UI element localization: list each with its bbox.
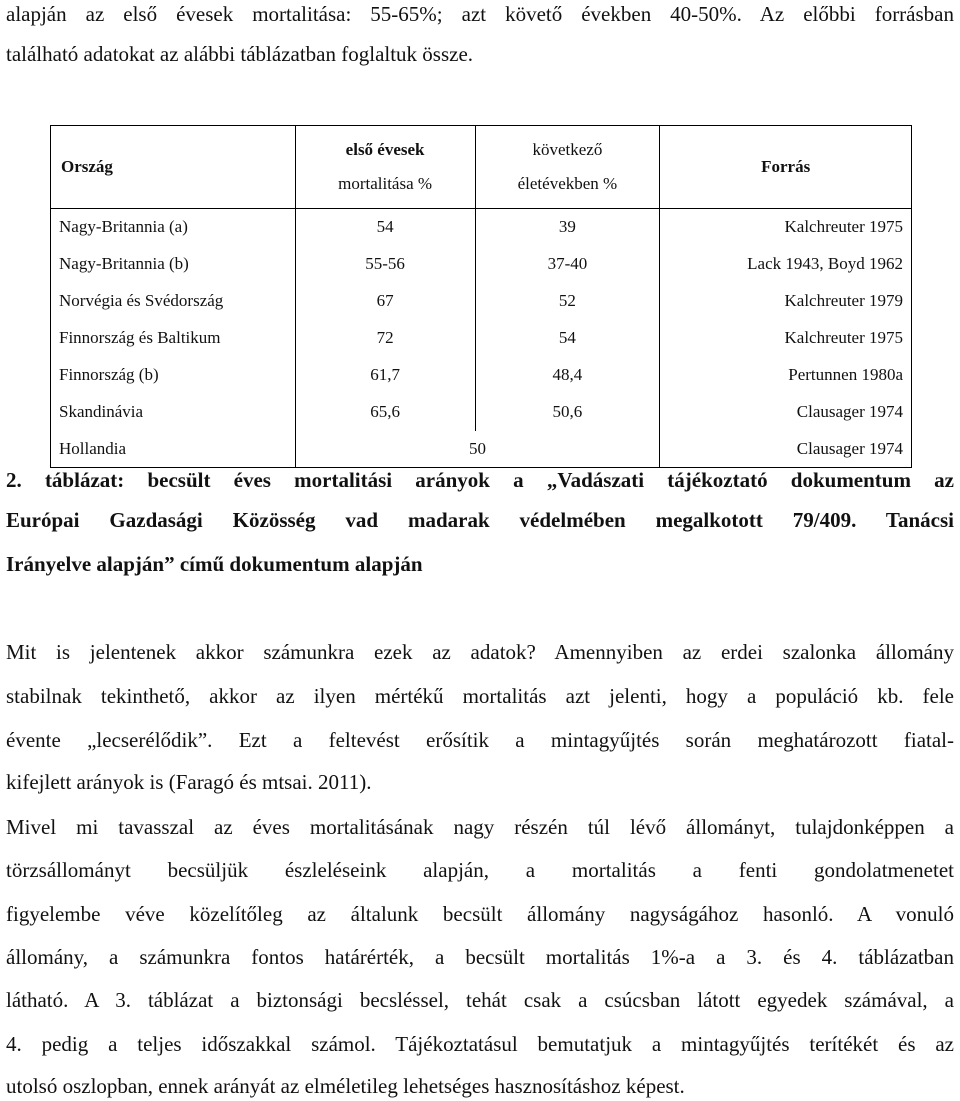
cell-country: Finnország (b)	[51, 357, 296, 394]
cell-next-years: 39	[475, 209, 660, 246]
cell-country: Finnország és Baltikum	[51, 320, 296, 357]
header-country: Ország	[51, 126, 296, 209]
header-first-year-line2: mortalitása %	[338, 174, 433, 193]
paragraph-line: évente „lecserélődik”. Ezt a feltevést erősítik a mintagyűjtés során meghatározott fiatal-	[6, 728, 954, 752]
table-row-merged	[51, 431, 912, 468]
paragraph-line: utolsó oszlopban, ennek arányát az elméletileg lehetséges hasznosításhoz képest.	[6, 1074, 685, 1098]
caption-line-2: Európai Gazdasági Közösség vad madarak védelmében megalkotott 79/409. Tanácsi	[6, 508, 954, 532]
cell-source: Kalchreuter 1975	[660, 209, 912, 246]
cell-first-year: 65,6	[295, 394, 475, 431]
cell-first-year: 67	[295, 283, 475, 320]
paragraph-line: Mit is jelentenek akkor számunkra ezek az adatok? Amennyiben az erdei szalonka állomány	[6, 640, 954, 664]
table-row	[51, 394, 912, 431]
cell-country: Skandinávia	[51, 394, 296, 431]
table-header-row	[51, 126, 912, 209]
table-row	[51, 283, 912, 320]
cell-next-years: 50,6	[475, 394, 660, 431]
cell-source: Clausager 1974	[660, 394, 912, 431]
intro-line-1: alapján az első évesek mortalitása: 55-65%; azt követő években 40-50%. Az előbbi forrásban	[6, 2, 954, 26]
header-first-year	[295, 126, 475, 209]
paragraph-line: Mivel mi tavasszal az éves mortalitásának nagy részén túl lévő állományt, tulajdonképpen a	[6, 815, 954, 839]
paragraph-line: állomány, a számunkra fontos határérték, a becsült mortalitás 1%-a a 3. és 4. táblázatban	[6, 945, 954, 969]
intro-line-2: található adatokat az alábbi táblázatban foglaltuk össze.	[6, 42, 474, 66]
caption-line-1: 2. táblázat: becsült éves mortalitási arányok a „Vadászati tájékoztató dokumentum az	[6, 468, 954, 492]
table-row	[51, 320, 912, 357]
header-source: Forrás	[660, 126, 912, 209]
cell-next-years: 52	[475, 283, 660, 320]
caption-line-3: Irányelve alapján” című dokumentum alapján	[6, 552, 423, 576]
header-next-years	[475, 126, 660, 209]
cell-next-years: 37-40	[475, 246, 660, 283]
cell-next-years: 54	[475, 320, 660, 357]
table-row	[51, 209, 912, 246]
paragraph-line: 4. pedig a teljes időszakkal számol. Tájékoztatásul bemutatjuk a mintagyűjtés terítékét és az	[6, 1032, 954, 1056]
cell-next-years: 48,4	[475, 357, 660, 394]
cell-country: Nagy-Britannia (b)	[51, 246, 296, 283]
cell-country: Hollandia	[51, 431, 296, 468]
cell-source: Lack 1943, Boyd 1962	[660, 246, 912, 283]
cell-country: Nagy-Britannia (a)	[51, 209, 296, 246]
cell-source: Kalchreuter 1979	[660, 283, 912, 320]
table-row	[51, 246, 912, 283]
cell-country: Norvégia és Svédország	[51, 283, 296, 320]
paragraph-line: figyelembe véve közelítőleg az általunk becsült állomány nagyságához hasonló. A vonuló	[6, 902, 954, 926]
cell-first-year: 72	[295, 320, 475, 357]
cell-source: Kalchreuter 1975	[660, 320, 912, 357]
paragraph-line: kifejlett arányok is (Faragó és mtsai. 2011).	[6, 770, 372, 794]
paragraph-line: látható. A 3. táblázat a biztonsági becsléssel, tehát csak a csúcsban látott egyedek számával, a	[6, 988, 954, 1012]
cell-merged-value: 50	[295, 431, 660, 468]
paragraph-line: törzsállományt becsüljük észleléseink alapján, a mortalitás a fenti gondolatmenetet	[6, 858, 954, 882]
mortality-table	[50, 125, 912, 468]
header-first-year-line1: első évesek	[345, 140, 425, 159]
header-next-years-line1: következő	[532, 140, 603, 159]
cell-source: Pertunnen 1980a	[660, 357, 912, 394]
cell-first-year: 61,7	[295, 357, 475, 394]
table-row	[51, 357, 912, 394]
cell-first-year: 55-56	[295, 246, 475, 283]
cell-source: Clausager 1974	[660, 431, 912, 468]
paragraph-line: stabilnak tekinthető, akkor az ilyen mértékű mortalitás azt jelenti, hogy a populáció kb. fele	[6, 684, 954, 708]
header-next-years-line2: életévekben %	[517, 174, 618, 193]
cell-first-year: 54	[295, 209, 475, 246]
